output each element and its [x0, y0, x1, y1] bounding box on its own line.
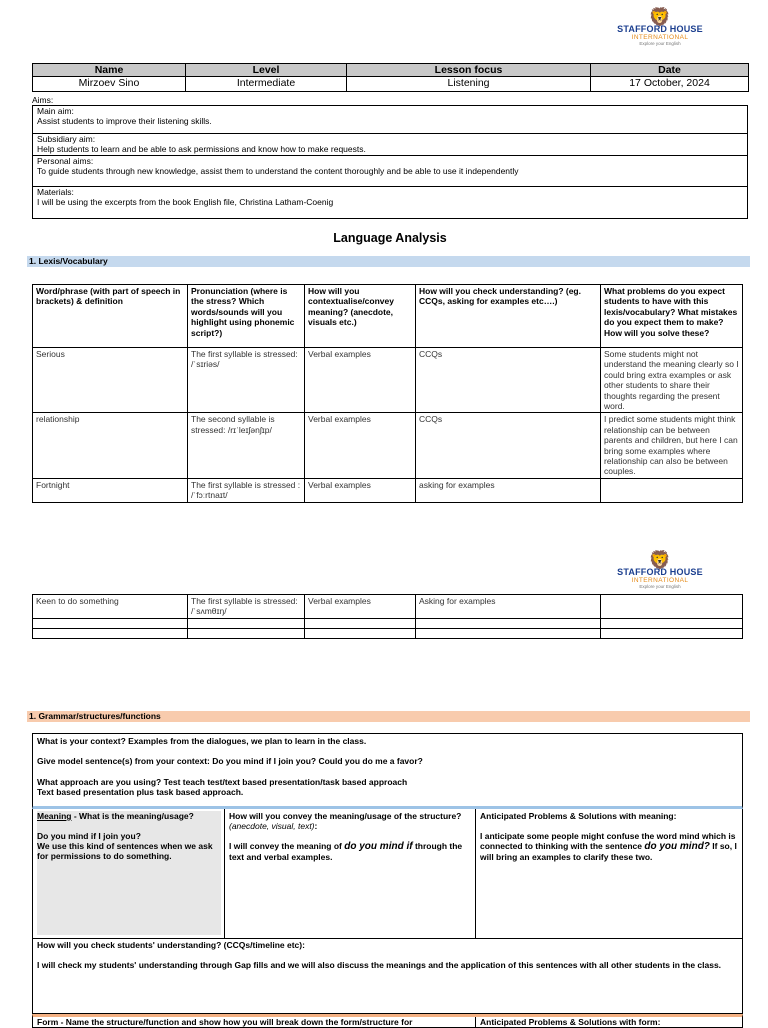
lexis-table	[32, 284, 743, 503]
grammar-meaning-row	[32, 809, 743, 939]
form-anticipated: Anticipated Problems & Solutions with form:	[480, 1017, 661, 1027]
form-question: Form - Name the structure/function and show how you will break down the form/structure for	[33, 1017, 476, 1027]
date-value: 17 October, 2024	[591, 77, 749, 92]
convey-cell: How will you convey the meaning/usage of the structure? (anecdote, visual, text): I will convey the meaning of do you mind if through the text and verbal examples.	[225, 809, 476, 938]
lesson-header-table	[32, 63, 749, 92]
main-aim: Main aim: Assist students to improve their listening skills.	[33, 106, 747, 134]
aims-label: Aims:	[32, 95, 54, 105]
grammar-check-row	[32, 938, 743, 1014]
context-question: What is your context? Examples from the dialogues, we plan to learn in the class.	[37, 736, 367, 746]
model-sentences: Give model sentence(s) from your context: Do you mind if I join you? Could you do me a favor?	[37, 756, 423, 766]
stafford-house-logo: 🦁 STAFFORD HOUSE INTERNATIONAL Explore your English	[617, 550, 703, 589]
table-row: Fortnight The first syllable is stressed : /ˈfɔːrtnaɪt/ Verbal examples asking for examples	[33, 478, 743, 502]
table-row: Serious The first syllable is stressed: /ˈsɪriəs/ Verbal examples CCQs Some students might not understand the meaning clearly so I could bring extra examples or ask other students to share their thoughts regarding the present word.	[33, 348, 743, 413]
stafford-house-logo: 🦁 STAFFORD HOUSE INTERNATIONAL Explore your English	[617, 7, 703, 46]
lex-header-pronunciation: Pronunciation (where is the stress? Which words/sounds will you highlight using phonemic script?)	[188, 285, 305, 348]
name-value: Mirzoev Sino	[33, 77, 186, 92]
header-level: Level	[186, 64, 347, 77]
table-row: Keen to do something The first syllable is stressed: /ˈsʌmθɪŋ/ Verbal examples Asking for examples	[33, 595, 743, 619]
lion-logo-icon: 🦁	[648, 7, 672, 27]
meaning-cell: Meaning - What is the meaning/usage? Do you mind if I join you? We use this kind of sentences when we ask for permissions to do something.	[33, 809, 225, 938]
aims-box	[32, 105, 748, 219]
lexis-table-continued	[32, 594, 743, 639]
grammar-context-box	[32, 733, 743, 809]
anticipated-meaning-cell: Anticipated Problems & Solutions with meaning: I anticipate some people might confuse the word mind which is connected to thinking with the sentence do you mind? If so, I will bring an examples to clarify these two.	[480, 811, 737, 862]
check-answer: I will check my students' understanding through Gap fills and we will also discuss the meanings and the application of this sentences with all other students in the class.	[37, 960, 722, 970]
lesson-focus-value: Listening	[347, 77, 591, 92]
lex-header-contextualise: How will you contextualise/convey meaning? (anecdote, visuals etc.)	[305, 285, 416, 348]
grammar-form-row	[32, 1014, 743, 1028]
approach-answer: Text based presentation plus task based approach.	[37, 787, 244, 797]
level-value: Intermediate	[186, 77, 347, 92]
header-name: Name	[33, 64, 186, 77]
check-question: How will you check students' understanding? (CCQs/timeline etc):	[37, 940, 305, 950]
personal-aims: Personal aims: To guide students through new knowledge, assist them to understand the content thoroughly and be able to use it independently	[33, 156, 747, 187]
header-lesson-focus: Lesson focus	[347, 64, 591, 77]
table-row	[33, 618, 743, 628]
lex-header-problems: What problems do you expect students to have with this lexis/vocabulary? What mistakes do you expect them to make? How will you solve these?	[601, 285, 743, 348]
lex-header-word: Word/phrase (with part of speech in brackets) & definition	[33, 285, 188, 348]
table-row	[33, 628, 743, 638]
lion-logo-icon: 🦁	[648, 550, 672, 570]
section-lexis-vocabulary: 1. Lexis/Vocabulary	[27, 256, 750, 267]
table-row: relationship The second syllable is stressed: /rɪˈleɪʃənʃɪp/ Verbal examples CCQs I predict some students might think relationship can be between parents and children, but here I can bring some examples where relationship can also be between couples.	[33, 413, 743, 478]
section-grammar: 1. Grammar/structures/functions	[27, 711, 750, 722]
approach-question: What approach are you using? Test teach test/text based presentation/task based approach	[37, 777, 408, 787]
page-title: Language Analysis	[333, 231, 447, 245]
materials: Materials: I will be using the excerpts from the book English file, Christina Latham-Coenig	[37, 187, 334, 207]
lex-header-check: How will you check understanding? (eg. CCQs, asking for examples etc….)	[416, 285, 601, 348]
header-date: Date	[591, 64, 749, 77]
subsidiary-aim: Subsidiary aim: Help students to learn and be able to ask permissions and know how to make requests.	[33, 134, 747, 156]
